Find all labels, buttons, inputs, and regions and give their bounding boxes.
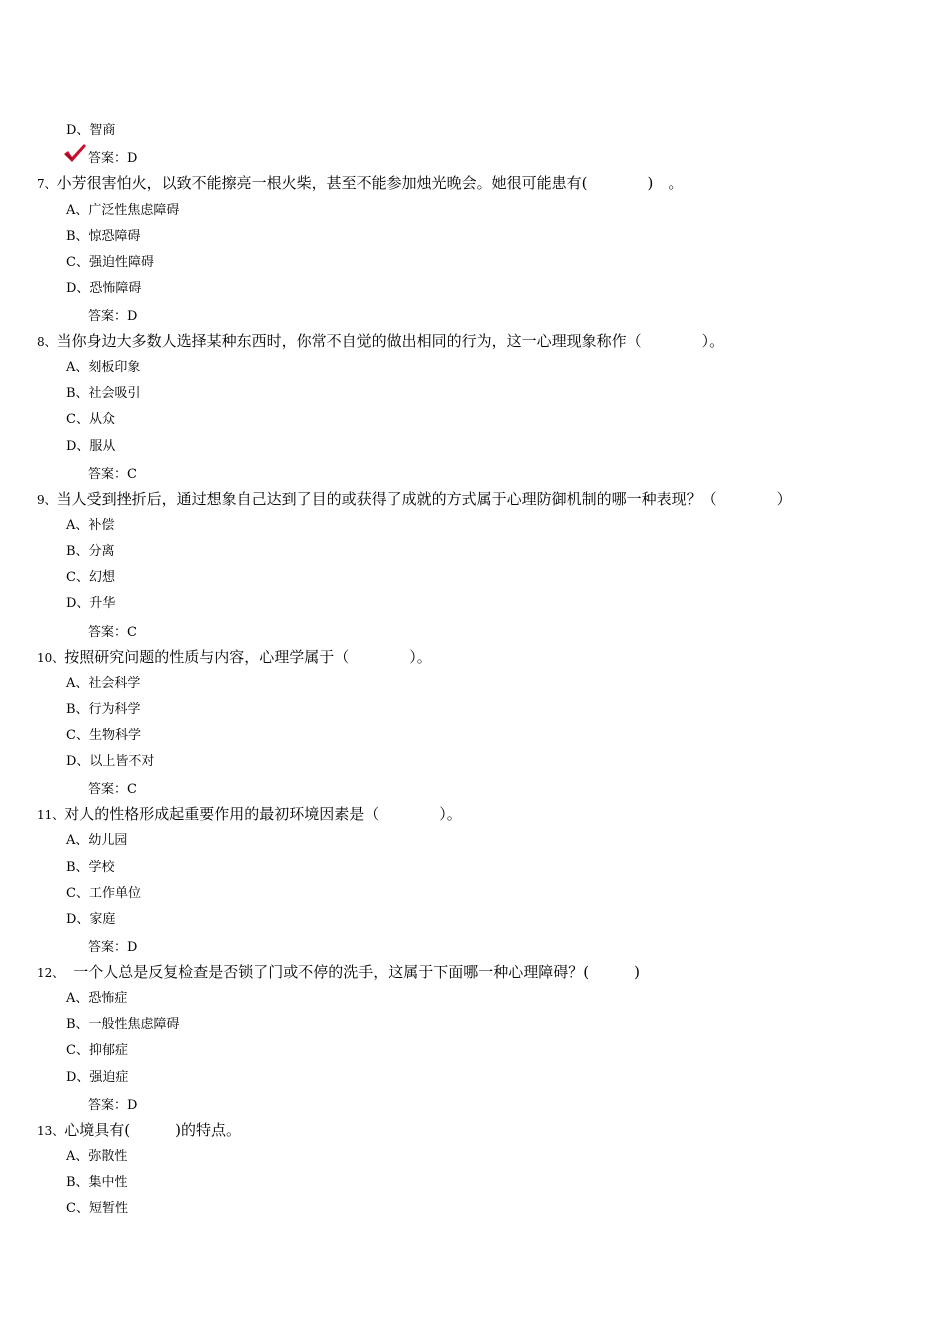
checkmark-icon — [62, 142, 88, 164]
question-number: 8、 — [37, 335, 57, 349]
question-stem: 心境具有( )的特点。 — [64, 1121, 241, 1139]
option-d: D、服从 — [66, 439, 116, 454]
question-number: 12、 — [37, 966, 59, 980]
question-12 — [37, 963, 640, 982]
question-stem: 小芳很害怕火，以致不能擦亮一根火柴，甚至不能参加烛光晚会。她很可能患有( ) 。 — [56, 174, 684, 192]
answer-text: 答案：C — [88, 467, 137, 482]
option-d: D、以上皆不对 — [66, 754, 155, 769]
question-stem: 当你身边大多数人选择某种东西时，你常不自觉的做出相同的行为，这一心理现象称作（ ）。 — [56, 332, 725, 350]
option-c: C、工作单位 — [66, 886, 141, 901]
question-13 — [37, 1121, 241, 1140]
option-a: A、广泛性焦虑障碍 — [66, 203, 180, 218]
option-b: B、一般性焦虑障碍 — [66, 1017, 180, 1032]
option-b: B、社会吸引 — [66, 386, 141, 401]
option-d: D、强迫症 — [66, 1070, 129, 1085]
option-c: C、短暂性 — [66, 1201, 128, 1216]
question-8 — [37, 332, 724, 351]
option-b: B、行为科学 — [66, 702, 141, 717]
option-c: C、生物科学 — [66, 728, 141, 743]
option-c: C、从众 — [66, 412, 115, 427]
question-number: 13、 — [37, 1124, 65, 1138]
option-a: A、补偿 — [66, 518, 115, 533]
answer-text: 答案：D — [88, 940, 138, 955]
answer-text: 答案：C — [88, 782, 137, 797]
option-d: D、升华 — [66, 596, 116, 611]
question-number: 11、 — [37, 808, 65, 822]
question-number: 9、 — [37, 493, 57, 507]
answer-text: 答案：D — [88, 1098, 138, 1113]
option-b: B、集中性 — [66, 1175, 128, 1190]
question-stem: 当人受到挫折后，通过想象自己达到了目的或获得了成就的方式属于心理防御机制的哪一种表现？（ ） — [56, 490, 792, 508]
option-a: A、弥散性 — [66, 1149, 128, 1164]
answer-text: 答案：D — [88, 309, 138, 324]
option-c: C、强迫性障碍 — [66, 255, 154, 270]
option-b: B、惊恐障碍 — [66, 229, 141, 244]
question-10 — [37, 648, 432, 667]
option-b: B、学校 — [66, 860, 115, 875]
question-stem: 按照研究问题的性质与内容，心理学属于（ ）。 — [64, 648, 432, 666]
question-7 — [37, 174, 683, 193]
question-number: 10、 — [37, 651, 65, 665]
answer-text: 答案：C — [88, 625, 137, 640]
question-number: 7、 — [37, 177, 57, 191]
option-a: A、恐怖症 — [66, 991, 128, 1006]
question-11 — [37, 805, 462, 824]
option-d: D、家庭 — [66, 912, 116, 927]
option-a: A、刻板印象 — [66, 360, 141, 375]
option-d: D、恐怖障碍 — [66, 281, 142, 296]
option-a: A、幼儿园 — [66, 833, 128, 848]
question-9 — [37, 490, 792, 509]
option-b: B、分离 — [66, 544, 115, 559]
question-stem: 一个人总是反复检查是否锁了门或不停的洗手，这属于下面哪一种心理障碍？( ) — [58, 963, 640, 981]
option-c: C、抑郁症 — [66, 1043, 128, 1058]
question-stem: 对人的性格形成起重要作用的最初环境因素是（ ）。 — [64, 805, 462, 823]
option-a: A、社会科学 — [66, 676, 141, 691]
answer-text: 答案：D — [88, 151, 138, 166]
option-c: C、幻想 — [66, 570, 115, 585]
option-d: D、智商 — [66, 123, 116, 138]
